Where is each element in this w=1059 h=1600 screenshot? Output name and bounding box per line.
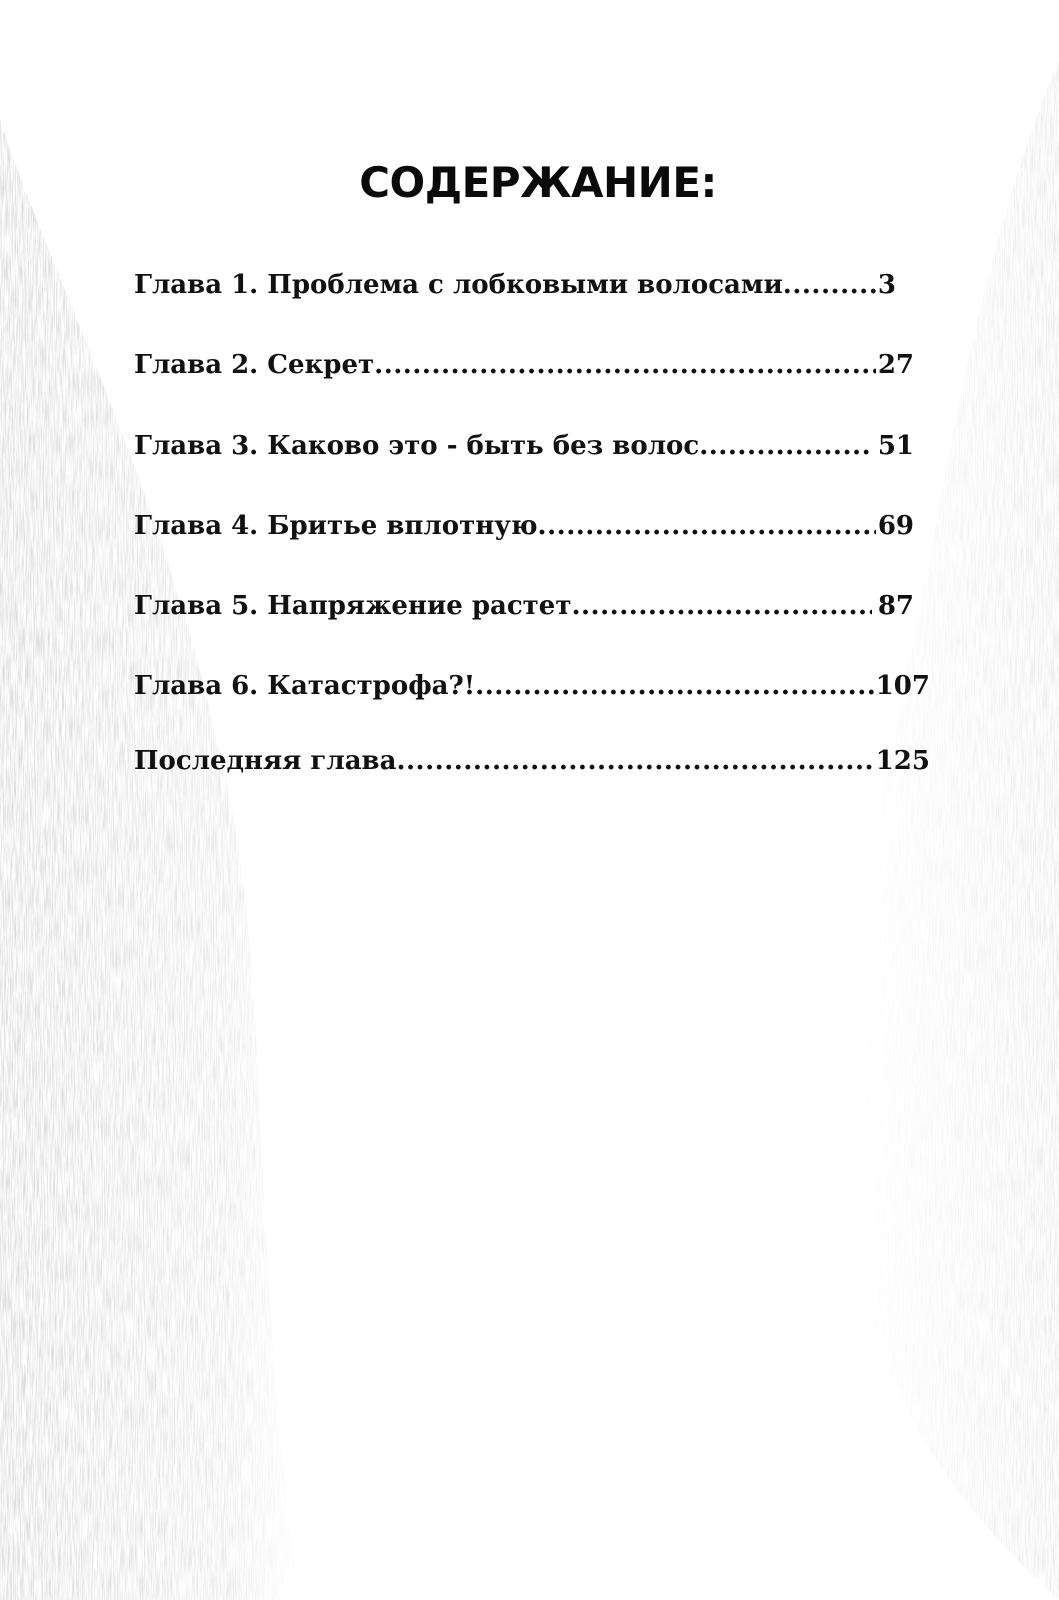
page-number: 87: [877, 591, 914, 621]
chapter-title: Глава 5. Напряжение растет: [134, 591, 572, 621]
page-number: 107: [875, 671, 930, 701]
chapter-title: Глава 2. Секрет: [134, 350, 375, 380]
page-number: 125: [875, 746, 930, 776]
page-number: 69: [877, 511, 914, 541]
toc-entry-chapter-6[interactable]: [134, 671, 930, 711]
page-number: 51: [877, 431, 914, 461]
dot-leader: [699, 431, 872, 461]
toc-entry-chapter-2[interactable]: [134, 350, 914, 390]
toc-entry-chapter-4[interactable]: [134, 511, 914, 551]
toc-entry-chapter-5[interactable]: [134, 591, 914, 631]
dot-leader: [396, 746, 873, 776]
chapter-title: Глава 6. Катастрофа?!: [134, 671, 476, 701]
page-number: 27: [877, 350, 914, 380]
chapter-title: Глава 1. Проблема с лобковыми волосами: [134, 270, 783, 300]
dot-leader: [374, 350, 876, 380]
chapter-title: Глава 3. Каково это - быть без волос: [134, 431, 700, 461]
dot-leader: [538, 511, 876, 541]
toc-list: [134, 270, 930, 786]
dot-leader: [475, 671, 874, 701]
toc-entry-last-chapter[interactable]: [134, 746, 930, 786]
chapter-title: Глава 4. Бритье вплотную: [134, 511, 538, 541]
chapter-title: Последняя глава: [134, 746, 397, 776]
page-title: СОДЕРЖАНИЕ:: [359, 158, 717, 207]
page-number: 3: [877, 270, 896, 300]
toc-entry-chapter-1[interactable]: [134, 270, 896, 310]
toc-entry-chapter-3[interactable]: [134, 431, 914, 471]
dot-leader: [571, 591, 871, 621]
dot-leader: [783, 270, 876, 300]
